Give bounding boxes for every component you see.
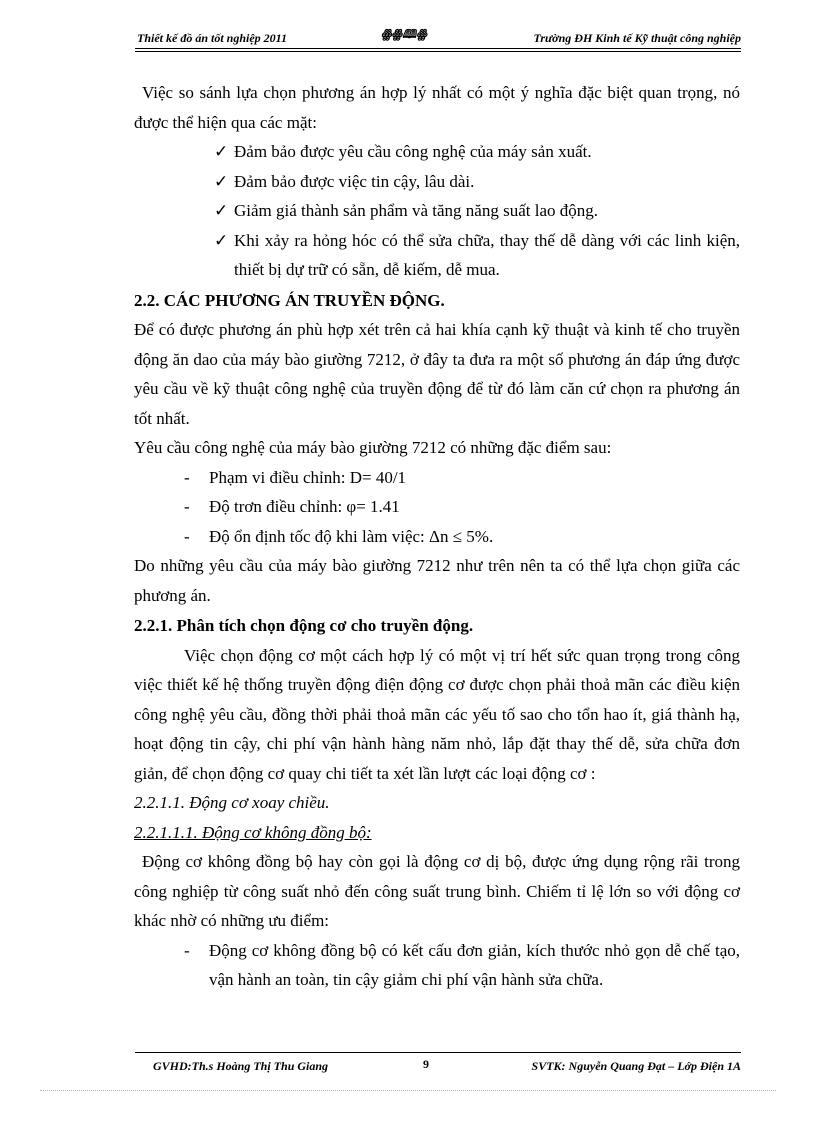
dash-bullet: - xyxy=(184,467,190,487)
list-item-text: Khi xảy ra hỏng hóc có thể sửa chữa, thay thế dễ dàng với các linh kiện, thiết bị dự trữ có sẵn, dễ kiếm, dễ mua. xyxy=(234,230,740,279)
page-bottom-divider xyxy=(40,1090,776,1091)
footer-advisor: GVHD:Th.s Hoàng Thị Thu Giang xyxy=(153,1059,329,1073)
dash-bullet: - xyxy=(184,940,190,960)
section-heading-2-2: 2.2. CÁC PHƯƠNG ÁN TRUYỀN ĐỘNG. xyxy=(134,290,445,310)
list-item-text: Giảm giá thành sản phẩm và tăng năng suất lao động. xyxy=(234,201,598,220)
list-item-text: Đảm bảo được việc tin cậy, lâu dài. xyxy=(234,171,475,191)
paragraph: Việc chọn động cơ một cách hợp lý có một vị trí hết sức quan trọng trong công việc thiết kế hệ thống truyền động điện động cơ được chọn phải thoả mãn các điều kiện công nghệ yêu cầu, đồng thời phải thoả mãn các yếu tố sao cho tổn hao ít, giá thành hạ, hoạt động tin cậy, chi phí vận hành hàng năm nhỏ, lắp đặt thay thế dễ, sửa chữa đơn giản, để chọn động cơ quay chi tiết ta xét lần lượt các loại động cơ : xyxy=(134,645,740,783)
list-item xyxy=(184,492,740,522)
advantages-list xyxy=(134,936,740,995)
page-footer xyxy=(135,1057,741,1077)
page-number: 9 xyxy=(423,1057,429,1071)
paragraph: Do những yêu cầu của máy bào giường 7212 như trên nên ta có thể lựa chọn giữa các phương án. xyxy=(134,556,740,605)
paragraph: Để có được phương án phù hợp xét trên cả hai khía cạnh kỹ thuật và kinh tế cho truyền động ăn dao của máy bào giường 7212, ở đây ta đưa ra một số phương án đáp ứng được yêu cầu về kỹ thuật công nghệ của truyền động để từ đó làm căn cứ chọn ra phương án tốt nhất. xyxy=(134,320,740,428)
header-rule-top xyxy=(135,48,741,49)
section-heading-2-2-1: 2.2.1. Phân tích chọn động cơ cho truyền động. xyxy=(134,616,474,635)
list-item-text: Độ ổn định tốc độ khi làm việc: Δn ≤ 5%. xyxy=(209,526,494,546)
list-item-text: Độ trơn điều chỉnh: φ= 1.41 xyxy=(209,497,400,516)
criteria-list xyxy=(134,137,740,285)
list-item-text: Phạm vi điều chỉnh: D= 40/1 xyxy=(209,467,407,487)
header-right-text: Trường ĐH Kinh tế Kỹ thuật công nghiệp xyxy=(533,31,741,45)
intro-paragraph: Việc so sánh lựa chọn phương án hợp lý nhất có một ý nghĩa đặc biệt quan trọng, nó được thể hiện qua các mặt: xyxy=(134,83,740,132)
list-item-text: Động cơ không đồng bộ có kết cấu đơn giản, kích thước nhỏ gọn dễ chế tạo, vận hành an toàn, tin cậy giảm chi phí vận hành sửa chữa. xyxy=(209,940,740,989)
check-icon: ✓ xyxy=(214,171,229,191)
dash-bullet: - xyxy=(184,497,190,516)
paragraph: Động cơ không đồng bộ hay còn gọi là động cơ dị bộ, được ứng dụng rộng rãi trong công nghiệp từ công suất nhỏ đến công suất trung bình. Chiếm tỉ lệ lớn so với động cơ khác nhờ có những ưu điểm: xyxy=(134,852,740,930)
paragraph: Yêu cầu công nghệ của máy bào giường 7212 có những đặc điểm sau: xyxy=(134,438,612,457)
list-item xyxy=(214,167,740,197)
section-heading-2-2-1-1: 2.2.1.1. Động cơ xoay chiều. xyxy=(134,793,330,812)
main-content xyxy=(134,78,740,995)
list-item xyxy=(184,463,740,493)
header-left-text: Thiết kế đồ án tốt nghiệp 2011 xyxy=(137,31,288,45)
check-icon: ✓ xyxy=(214,201,229,220)
list-item xyxy=(184,936,740,995)
requirements-list xyxy=(134,463,740,552)
header-rule-bottom xyxy=(135,51,741,52)
list-item xyxy=(214,196,740,226)
header-ornament: ꙮꙮ🕮ꙮ xyxy=(381,27,427,41)
list-item xyxy=(214,137,740,167)
check-icon: ✓ xyxy=(214,142,229,161)
footer-rule xyxy=(135,1052,741,1053)
check-icon: ✓ xyxy=(214,230,229,250)
list-item xyxy=(184,522,740,552)
list-item-text: Đảm bảo được yêu cầu công nghệ của máy sản xuất. xyxy=(234,142,592,161)
dash-bullet: - xyxy=(184,526,190,546)
section-heading-2-2-1-1-1: 2.2.1.1.1. Động cơ không đồng bộ: xyxy=(134,822,372,842)
footer-student: SVTK: Nguyễn Quang Đạt – Lớp Điện 1A xyxy=(531,1059,741,1073)
list-item xyxy=(214,226,740,285)
